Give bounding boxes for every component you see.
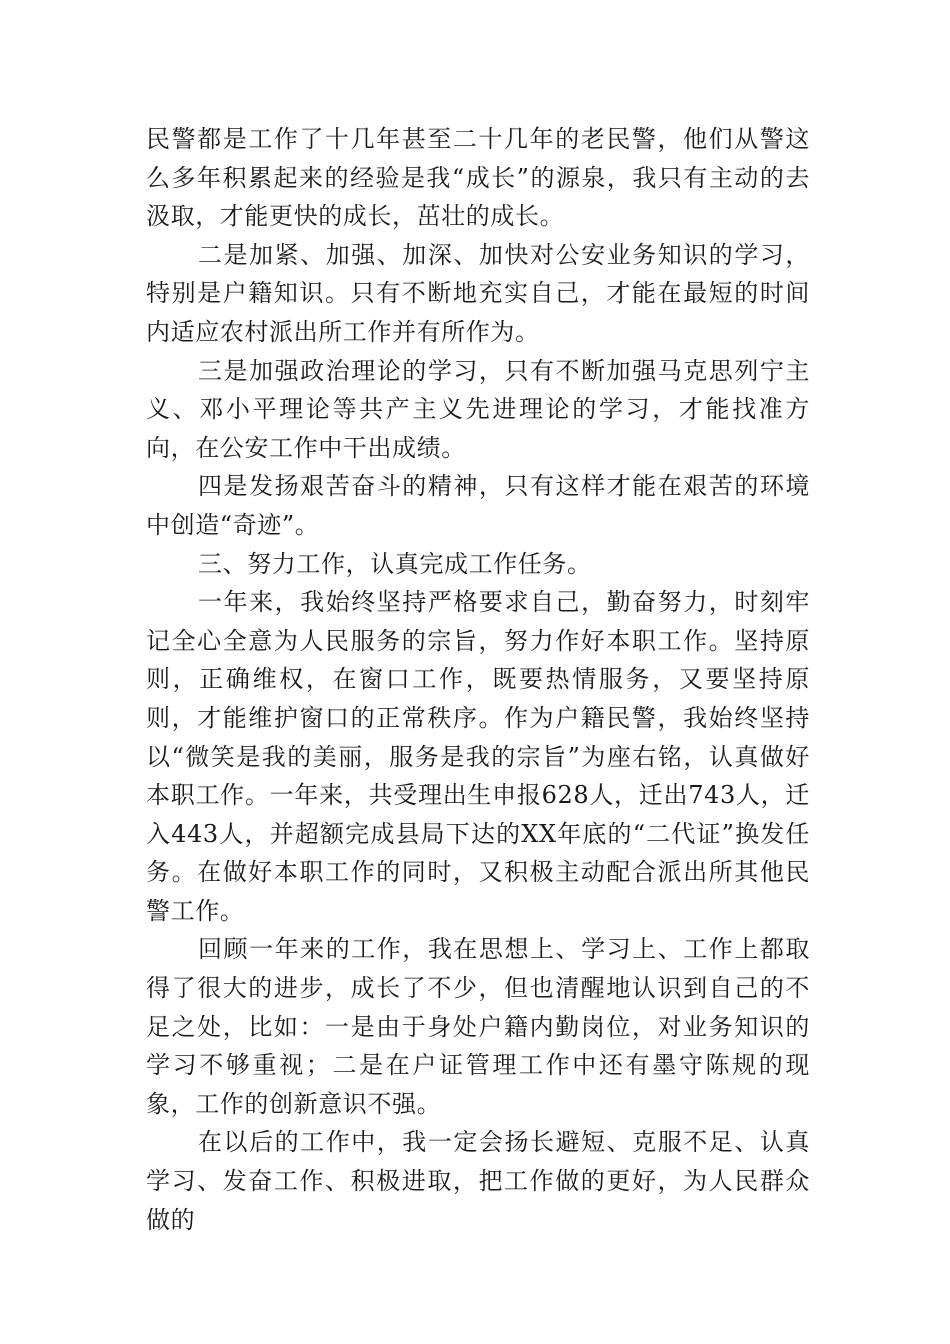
paragraph-point-four: 四是发扬艰苦奋斗的精神，只有这样才能在艰苦的环境中创造“奇迹”。 (146, 472, 810, 539)
paragraph-review: 回顾一年来的工作，我在思想上、学习上、工作上都取得了很大的进步，成长了不少，但也清醒地认识到自己的不足之处，比如：一是由于身处户籍内勤岗位，对业务知识的学习不够重视；二是在户证管理工作中还有墨守陈规的现象，工作的创新意识不强。 (146, 935, 810, 1118)
paragraph-point-three: 三是加强政治理论的学习，只有不断加强马克思列宁主义、邓小平理论等共产主义先进理论的学习，才能找准方向，在公安工作中干出成绩。 (146, 356, 810, 462)
document-body (146, 120, 810, 1239)
paragraph-continuation: 民警都是工作了十几年甚至二十几年的老民警，他们从警这么多年积累起来的经验是我“成长”的源泉，我只有主动的去汲取，才能更快的成长，茁壮的成长。 (146, 125, 810, 231)
section-heading-three: 三、努力工作，认真完成工作任务。 (198, 549, 592, 578)
paragraph-future: 在以后的工作中，我一定会扬长避短、克服不足、认真学习、发奋工作、积极进取，把工作做的更好，为人民群众做的 (146, 1128, 810, 1234)
paragraph-work-summary: 一年来，我始终坚持严格要求自己，勤奋努力，时刻牢记全心全意为人民服务的宗旨，努力作好本职工作。坚持原则，正确维权，在窗口工作，既要热情服务，又要坚持原则，才能维护窗口的正常秩序。作为户籍民警，我始终坚持以“微笑是我的美丽，服务是我的宗旨”为座右铭，认真做好本职工作。一年来，共受理出生申报628人，迁出743人，迁入443人，并超额完成县局下达的XX年底的“二代证”换发任务。在做好本职工作的同时，又积极主动配合派出所其他民警工作。 (146, 588, 810, 925)
paragraph-point-two: 二是加紧、加强、加深、加快对公安业务知识的学习，特别是户籍知识。只有不断地充实自己，才能在最短的时间内适应农村派出所工作并有所作为。 (146, 240, 810, 346)
